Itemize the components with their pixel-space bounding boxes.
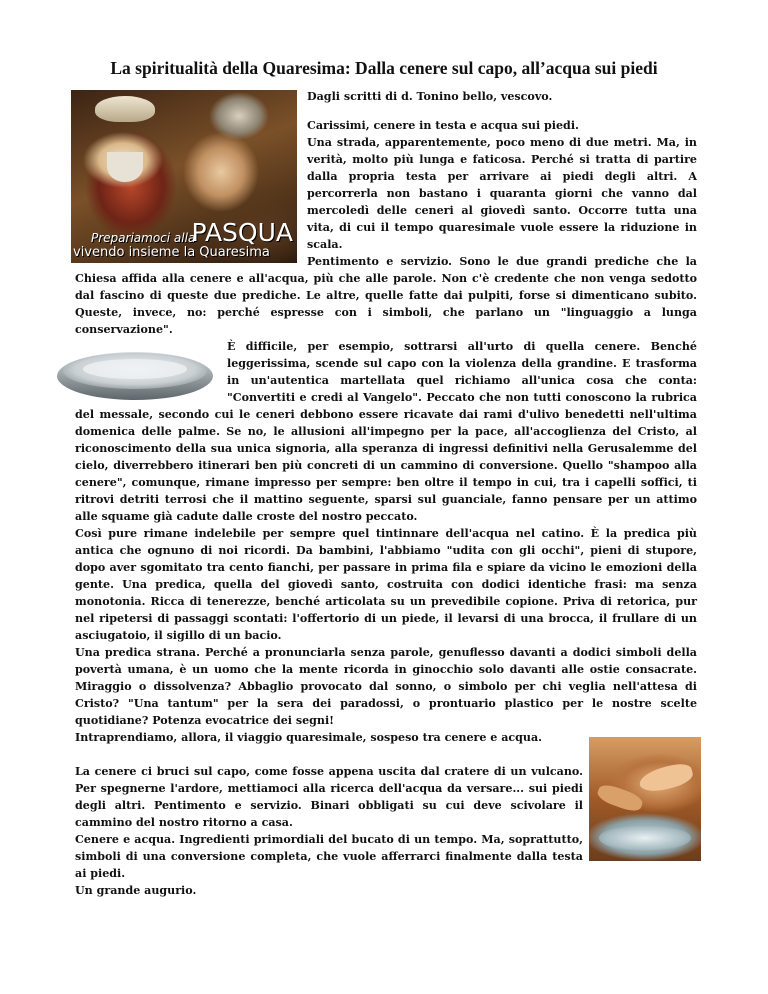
paragraph: È difficile, per esempio, sottrarsi all'urto di quella cenere. Benché leggerissima, scende sul capo con la violenza della grandine. E trasforma in un'autentica martellata quel richiamo all'unica cosa che conta: "Convertiti e credi al Vangelo". Peccato che non tutti conoscono la rubrica del messale, secondo cui le ceneri debbono essere ricavate dai rami d'ulivo benedetti nell'ultima domenica delle palme. Se no, le allusioni all'impegno per la pace, all'accoglienza del Cristo, al riconoscimento della sua unica signoria, alla speranza di ingressi definitivi nella Gerusalemme del cielo, diverrebbero itinerari ben più concreti di un cammino di conversione. Quello "shampoo alla cenere", comunque, rimane impresso per sempre: ben oltre il tempo in cui, tra i capelli soffici, ti ritrovi detriti terrosi che il mattino seguente, sparsi sul guanciale, fanno pensare per un attimo alle squame già cadute dalle croste del nostro peccato.	[75, 340, 697, 523]
foot-shape	[637, 760, 695, 795]
paragraph: Così pure rimane indelebile per sempre quel tintinnare dell'acqua nel catino. È la predica più antica che ognuno di noi ricordi. Da bambini, l'abbiamo "udita con gli occhi", pieni di stupore, dopo aver sgomitato tra cento fianchi, per passare in prima fila e spiare da vicino le emozioni della gente. Una predica, quella del giovedì santo, costruita con dodici identiche frasi: ma senza monotonia. Ricca di tenerezze, benché articolata su un prevedibile copione. Priva di retorica, pur nel ripetersi di passaggi scontati: l'offertorio di un piede, il levarsi di una brocca, il frullare di un asciugatoio, il sigillo di un bacio.	[75, 527, 697, 642]
turban-shape	[95, 96, 155, 122]
ash-bowl-image	[55, 342, 215, 404]
image-caption-quaresima: vivendo insieme la Quaresima	[73, 245, 270, 260]
image-caption-pasqua: PASQUA	[191, 218, 293, 247]
paragraph: Cenere e acqua. Ingredienti primordiali del bucato di un tempo. Ma, soprattutto, simboli di una conversione completa, che vuole afferrarci finalmente dalla testa ai piedi.	[75, 833, 583, 880]
paragraph: La cenere ci bruci sul capo, come fosse appena uscita dal cratere di un vulcano. Per spegnerne l'ardore, mettiamoci alla ricerca dell'acqua da versare... sui piedi degli altri. Pentimento e servizio. Binari obbligati su cui deve scivolare il cammino del nostro ritorno a casa.	[75, 765, 583, 829]
image-caption-prepariamoci: Prepariamoci alla	[91, 231, 196, 245]
easter-painting-image	[71, 90, 297, 263]
author-line: Dagli scritti di d. Tonino bello, vescovo.	[307, 90, 553, 103]
paragraph: Pentimento e servizio. Sono le due grandi prediche che la Chiesa affida alla cenere e all'acqua, più che alle parole. Non c'è credente che non venga sedotto dal fascino di queste due prediche. Le altre, quelle fatte dai pulpiti, forse si dimenticano subito. Queste, invece, no: perché espresse con i simboli, che parlano un "linguaggio a lunga conservazione".	[75, 255, 697, 336]
hand-shape	[595, 782, 644, 815]
paragraph: Una strada, apparentemente, poco meno di due metri. Ma, in verità, molto più lunga e faticosa. Perché si tratta di partire dalla propria testa per arrivare ai piedi degli altri. A percorrerla non bastano i quaranta giorni che vanno dal mercoledì delle ceneri al giovedì santo. Occorre tutta una vita, di cui il tempo quaresimale vuole essere la riduzione in scala.	[307, 136, 697, 251]
beard-shape	[107, 152, 143, 182]
basin-shape	[599, 825, 691, 851]
closing-line: Un grande augurio.	[75, 884, 197, 897]
paragraph: Carissimi, cenere in testa e acqua sui piedi.	[307, 119, 579, 132]
paragraph: Una predica strana. Perché a pronunciarla senza parole, genuflesso davanti a dodici simboli della povertà umana, è un uomo che la mente ricorda in ginocchio solo davanti alle ostie consacrate. Miraggio o dissolvenza? Abbaglio provocato dal sonno, o simbolo per chi veglia nell'attesa di Cristo? "Una tantum" per la sera dei paradossi, o prontuario plastico per le nostre scelte quotidiane? Potenza evocatrice dei segni!	[75, 646, 697, 727]
foot-washing-image	[589, 737, 701, 861]
article-body	[75, 88, 697, 899]
paragraph: Intraprendiamo, allora, il viaggio quaresimale, sospeso tra cenere e acqua.	[75, 731, 543, 744]
page-title: La spiritualità della Quaresima: Dalla cenere sul capo, all’acqua sui piedi	[110, 58, 658, 78]
bowl-icon	[55, 342, 215, 404]
